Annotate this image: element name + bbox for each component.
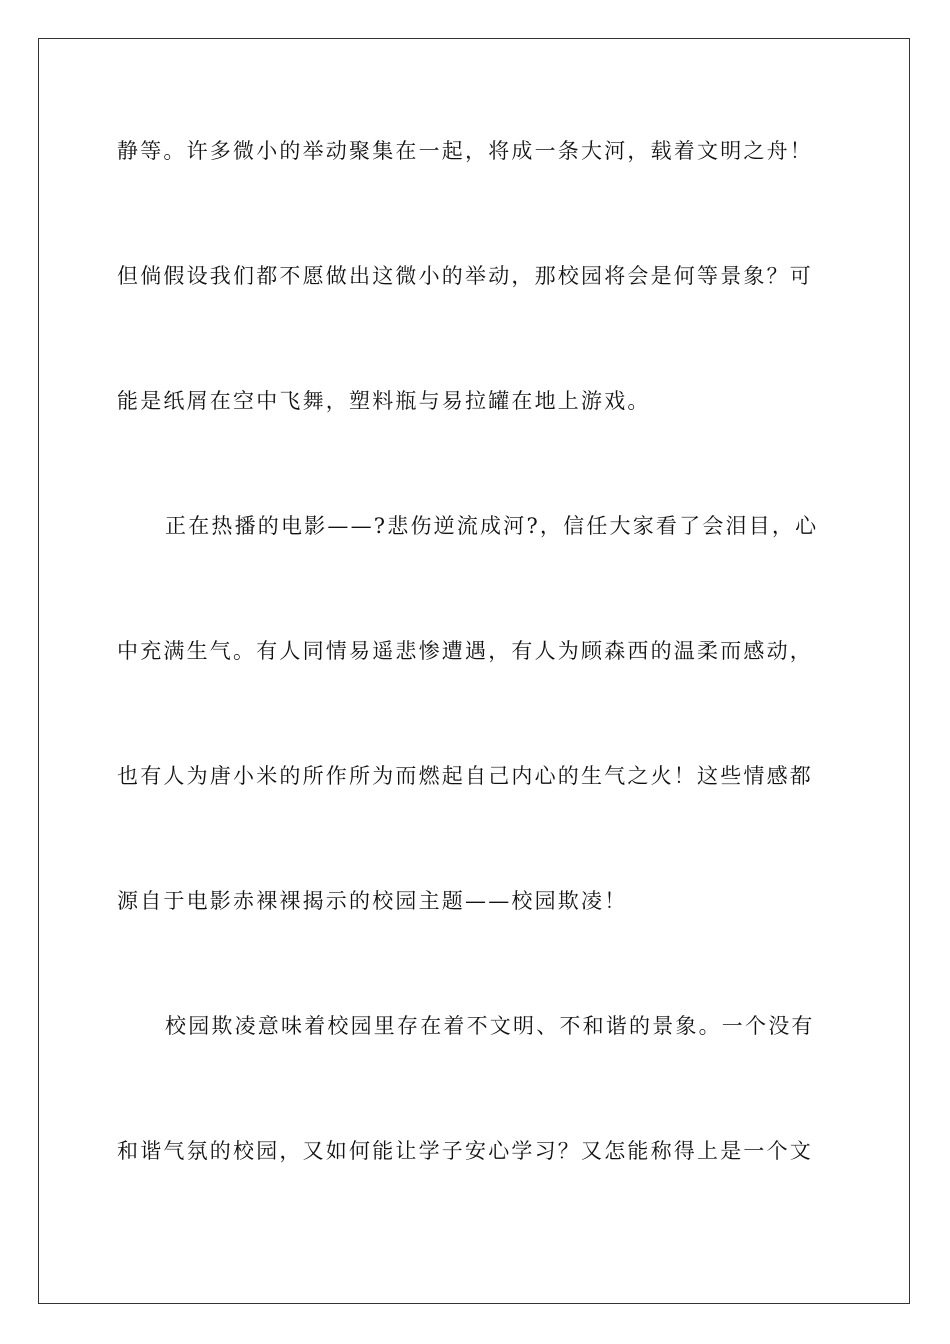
text-line: 也有人为唐小米的所作所为而燃起自己内心的生气之火！这些情感都 bbox=[117, 764, 813, 788]
text-line: 静等。许多微小的举动聚集在一起，将成一条大河，载着文明之舟！ bbox=[117, 139, 813, 163]
page-border bbox=[38, 38, 910, 1304]
paragraph-start-line: 正在热播的电影——?悲伤逆流成河?，信任大家看了会泪目，心 bbox=[165, 514, 819, 538]
paragraph-start-line: 校园欺凌意味着校园里存在着不文明、不和谐的景象。一个没有 bbox=[165, 1014, 815, 1038]
text-line: 但倘假设我们都不愿做出这微小的举动，那校园将会是何等景象？可 bbox=[117, 264, 813, 288]
text-line: 源自于电影赤裸裸揭示的校园主题——校园欺凌！ bbox=[117, 889, 628, 913]
text-line: 中充满生气。有人同情易遥悲惨遭遇，有人为顾森西的温柔而感动， bbox=[117, 639, 813, 663]
text-line: 和谐气氛的校园，又如何能让学子安心学习？又怎能称得上是一个文 bbox=[117, 1139, 813, 1163]
text-line: 能是纸屑在空中飞舞，塑料瓶与易拉罐在地上游戏。 bbox=[117, 389, 651, 413]
